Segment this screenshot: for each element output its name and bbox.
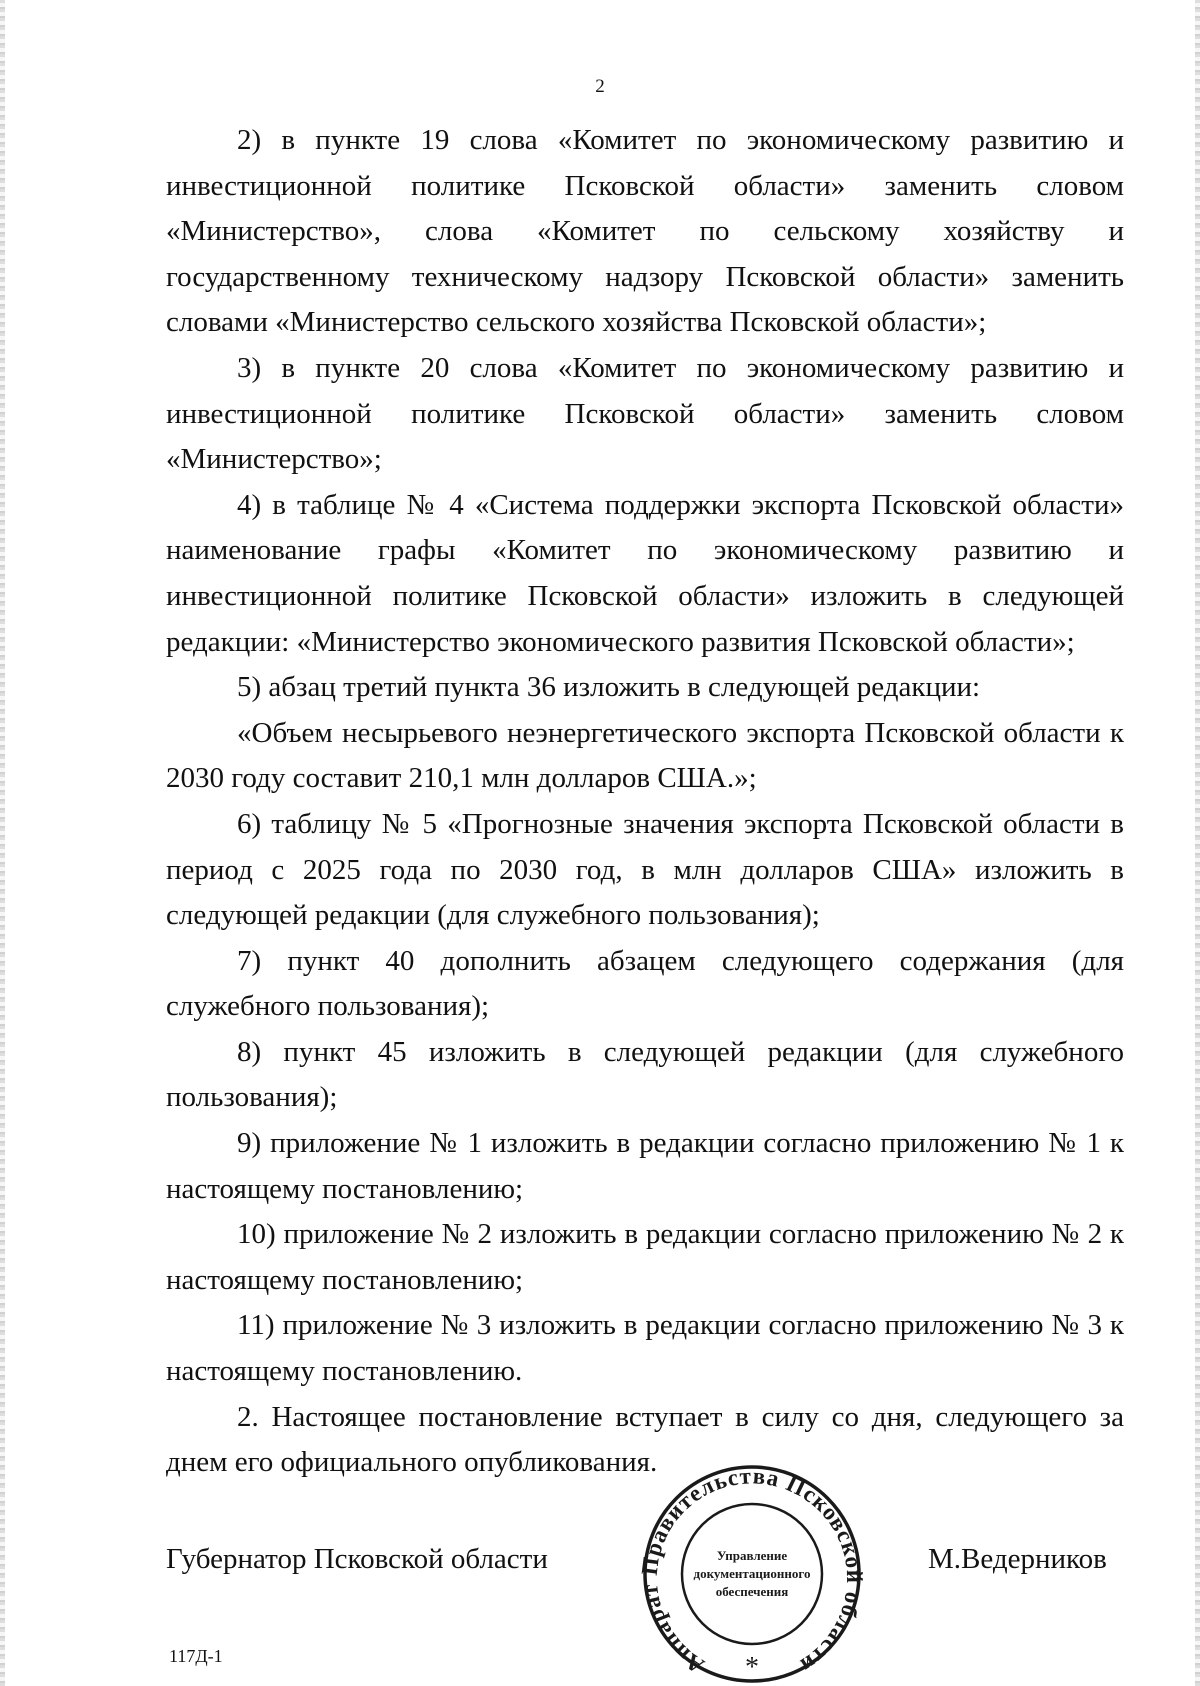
paragraph-item-6: 6) таблицу № 5 «Прогнозные значения экспорта Псковской области в период с 2025 года по 2030 год, в млн долларов США» изложить в следующей редакции (для служебного пользования); bbox=[166, 807, 1124, 932]
seal-inner-line-1: Управление bbox=[716, 1548, 788, 1563]
paragraph-item-10: 10) приложение № 2 изложить в редакции согласно приложению № 2 к настоящему постановлению; bbox=[166, 1218, 1124, 1296]
scan-edge-left bbox=[0, 0, 5, 1686]
paragraph-item-4: 4) в таблице № 4 «Система поддержки экспорта Псковской области» наименование графы «Комитет по экономическому развитию и инвестиционной политике Псковской области» изложить в следующей редакции: «Министерство экономического развития Псковской области»; bbox=[166, 488, 1124, 658]
official-seal bbox=[634, 1462, 870, 1684]
paragraph-clause-2: 2. Настоящее постановление вступает в силу со дня, следующего за днем его официального опубликования. bbox=[166, 1400, 1124, 1479]
paragraph-item-11: 11) приложение № 3 изложить в редакции согласно приложению № 3 к настоящему постановлению. bbox=[166, 1309, 1124, 1388]
scan-edge-right bbox=[1195, 0, 1200, 1686]
seal-star-icon: * bbox=[745, 1652, 759, 1683]
paragraph-quote: «Объем несырьевого неэнергетического экспорта Псковской области к 2030 году составит 210,1 млн долларов США.»; bbox=[166, 716, 1124, 795]
seal-inner-line-3: обеспечения bbox=[715, 1584, 789, 1599]
seal-outer-text: Аппарат Правительства Псковской области bbox=[636, 1463, 868, 1679]
paragraph-item-7: 7) пункт 40 дополнить абзацем следующего содержания (для служебного пользования); bbox=[166, 944, 1124, 1023]
paragraph-item-8: 8) пункт 45 изложить в следующей редакции (для служебного пользования); bbox=[166, 1035, 1124, 1114]
signature-name: М.Ведерников bbox=[928, 1543, 1107, 1575]
document-body bbox=[166, 118, 1124, 1486]
paragraph-item-2: 2) в пункте 19 слова «Комитет по экономическому развитию и инвестиционной политике Псковской области» заменить словом «Министерство», слова «Комитет по сельскому хозяйству и государственному техническому надзору Псковской области» заменить словами «Министерство сельского хозяйства Псковской области»; bbox=[166, 124, 1124, 339]
paragraph-item-5: 5) абзац третий пункта 36 изложить в следующей редакции: bbox=[237, 671, 981, 704]
document-code: 117Д-1 bbox=[169, 1646, 223, 1666]
paragraph-item-3: 3) в пункте 20 слова «Комитет по экономическому развитию и инвестиционной политике Псковской области» заменить словом «Министерство»; bbox=[166, 351, 1124, 476]
page-number: 2 bbox=[595, 76, 605, 97]
paragraph-item-9: 9) приложение № 1 изложить в редакции согласно приложению № 1 к настоящему постановлению; bbox=[166, 1127, 1124, 1205]
seal-inner-line-2: документационного bbox=[693, 1566, 811, 1581]
signature-position: Губернатор Псковской области bbox=[166, 1543, 548, 1575]
